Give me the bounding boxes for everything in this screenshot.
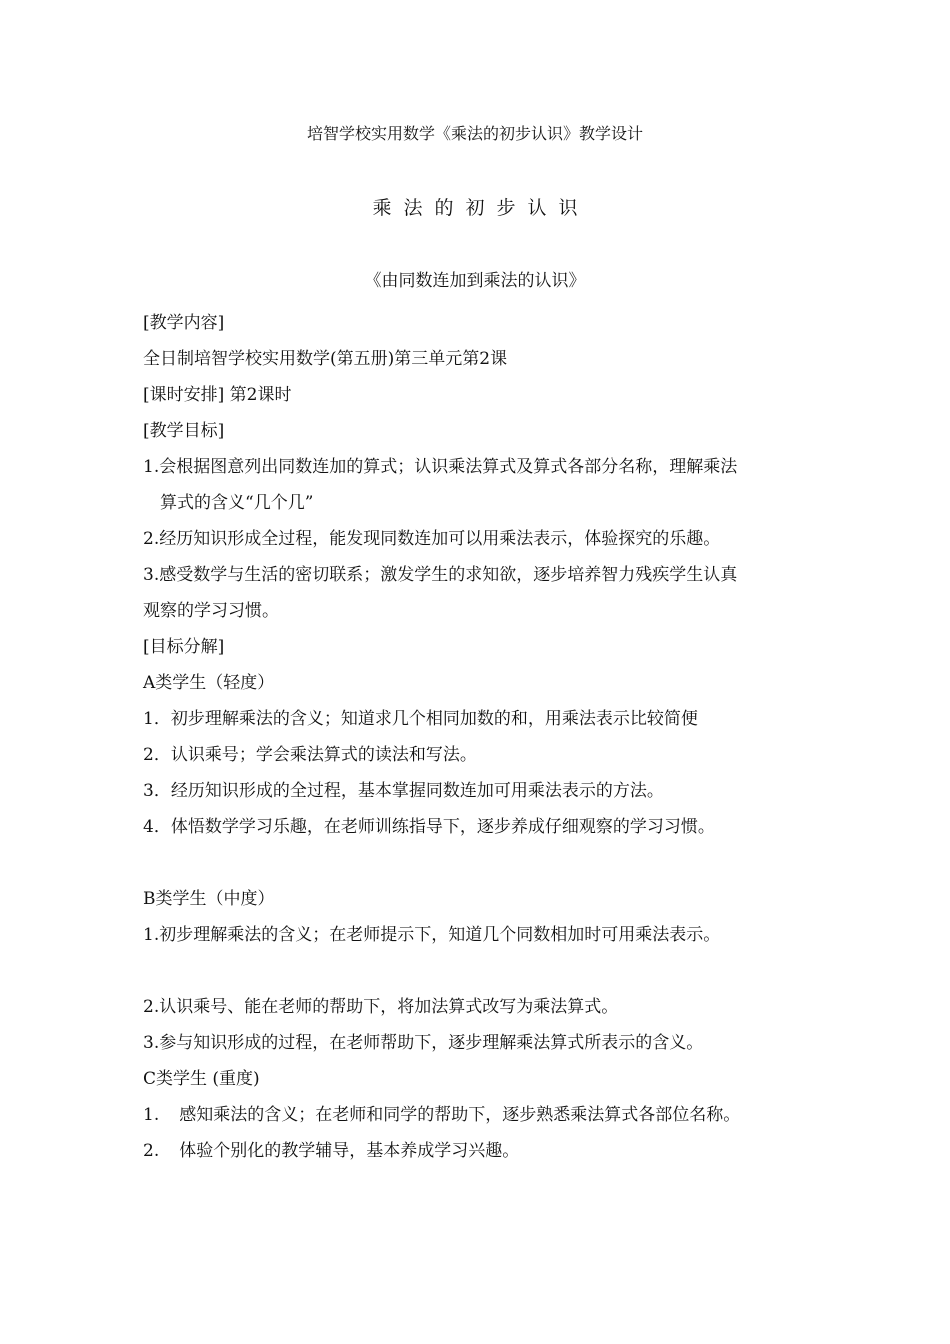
item-text: 体验个别化的教学辅导，基本养成学习兴趣。 bbox=[179, 1141, 520, 1161]
goal-number: 3. bbox=[143, 565, 160, 585]
group-c-heading: C类学生 (重度) bbox=[143, 1069, 260, 1089]
goal-item-1 bbox=[143, 449, 823, 485]
item-text: 感知乘法的含义；在老师和同学的帮助下，逐步熟悉乘法算式各部位名称。 bbox=[179, 1105, 741, 1125]
section-heading-content: [教学内容] bbox=[143, 313, 225, 333]
group-b-heading: B类学生（中度） bbox=[143, 889, 275, 909]
goal-item-3-continued: 观察的学习习惯。 bbox=[143, 601, 279, 621]
goal-text: 经历知识形成全过程，能发现同数连加可以用乘法表示，体验探究的乐趣。 bbox=[159, 529, 721, 549]
goal-text: 感受数学与生活的密切联系；激发学生的求知欲，逐步培养智力残疾学生认真 bbox=[159, 565, 738, 585]
paragraph-gap bbox=[143, 953, 823, 989]
document-title: 乘法的初步认识 bbox=[372, 197, 590, 219]
group-a-item-3: 3．经历知识形成的全过程，基本掌握同数连加可用乘法表示的方法。 bbox=[143, 781, 664, 801]
goal-number: 1. bbox=[143, 457, 160, 477]
item-number: 1. bbox=[143, 1105, 160, 1125]
group-a-item-2: 2．认识乘号；学会乘法算式的读法和写法。 bbox=[143, 745, 477, 765]
goal-text: 会根据图意列出同数连加的算式；认识乘法算式及算式各部分名称，理解乘法 bbox=[159, 457, 738, 477]
group-b-item-3: 3.参与知识形成的过程，在老师帮助下，逐步理解乘法算式所表示的含义。 bbox=[143, 1033, 704, 1053]
goal-item-2 bbox=[143, 521, 823, 557]
goal-number: 2. bbox=[143, 529, 160, 549]
schedule-text: [课时安排] 第2课时 bbox=[143, 385, 292, 405]
group-c-item-2 bbox=[143, 1133, 823, 1169]
group-a-item-1: 1．初步理解乘法的含义；知道求几个相同加数的和，用乘法表示比较简便 bbox=[143, 709, 698, 729]
section-heading-breakdown: [目标分解] bbox=[143, 637, 225, 657]
content-text: 全日制培智学校实用数学(第五册)第三单元第2课 bbox=[143, 349, 508, 369]
paragraph-gap bbox=[143, 845, 823, 881]
group-b-item-2: 2.认识乘号、能在老师的帮助下，将加法算式改写为乘法算式。 bbox=[143, 997, 619, 1017]
group-a-item-4: 4．体悟数学学习乐趣，在老师训练指导下，逐步养成仔细观察的学习习惯。 bbox=[143, 817, 715, 837]
group-b-item-1: 1.初步理解乘法的含义；在老师提示下，知道几个同数相加时可用乘法表示。 bbox=[143, 925, 721, 945]
goal-item-3 bbox=[143, 557, 823, 593]
item-number: 2. bbox=[143, 1141, 160, 1161]
goal-item-1-continued: 算式的含义“几个几” bbox=[160, 493, 314, 513]
group-a-heading: A类学生（轻度） bbox=[143, 673, 275, 693]
section-heading-goals: [教学目标] bbox=[143, 421, 225, 441]
document-subtitle: 《由同数连加到乘法的认识》 bbox=[364, 271, 586, 291]
document-header: 培智学校实用数学《乘法的初步认识》教学设计 bbox=[306, 124, 643, 143]
group-c-item-1 bbox=[143, 1097, 823, 1133]
document-body bbox=[143, 305, 823, 1169]
